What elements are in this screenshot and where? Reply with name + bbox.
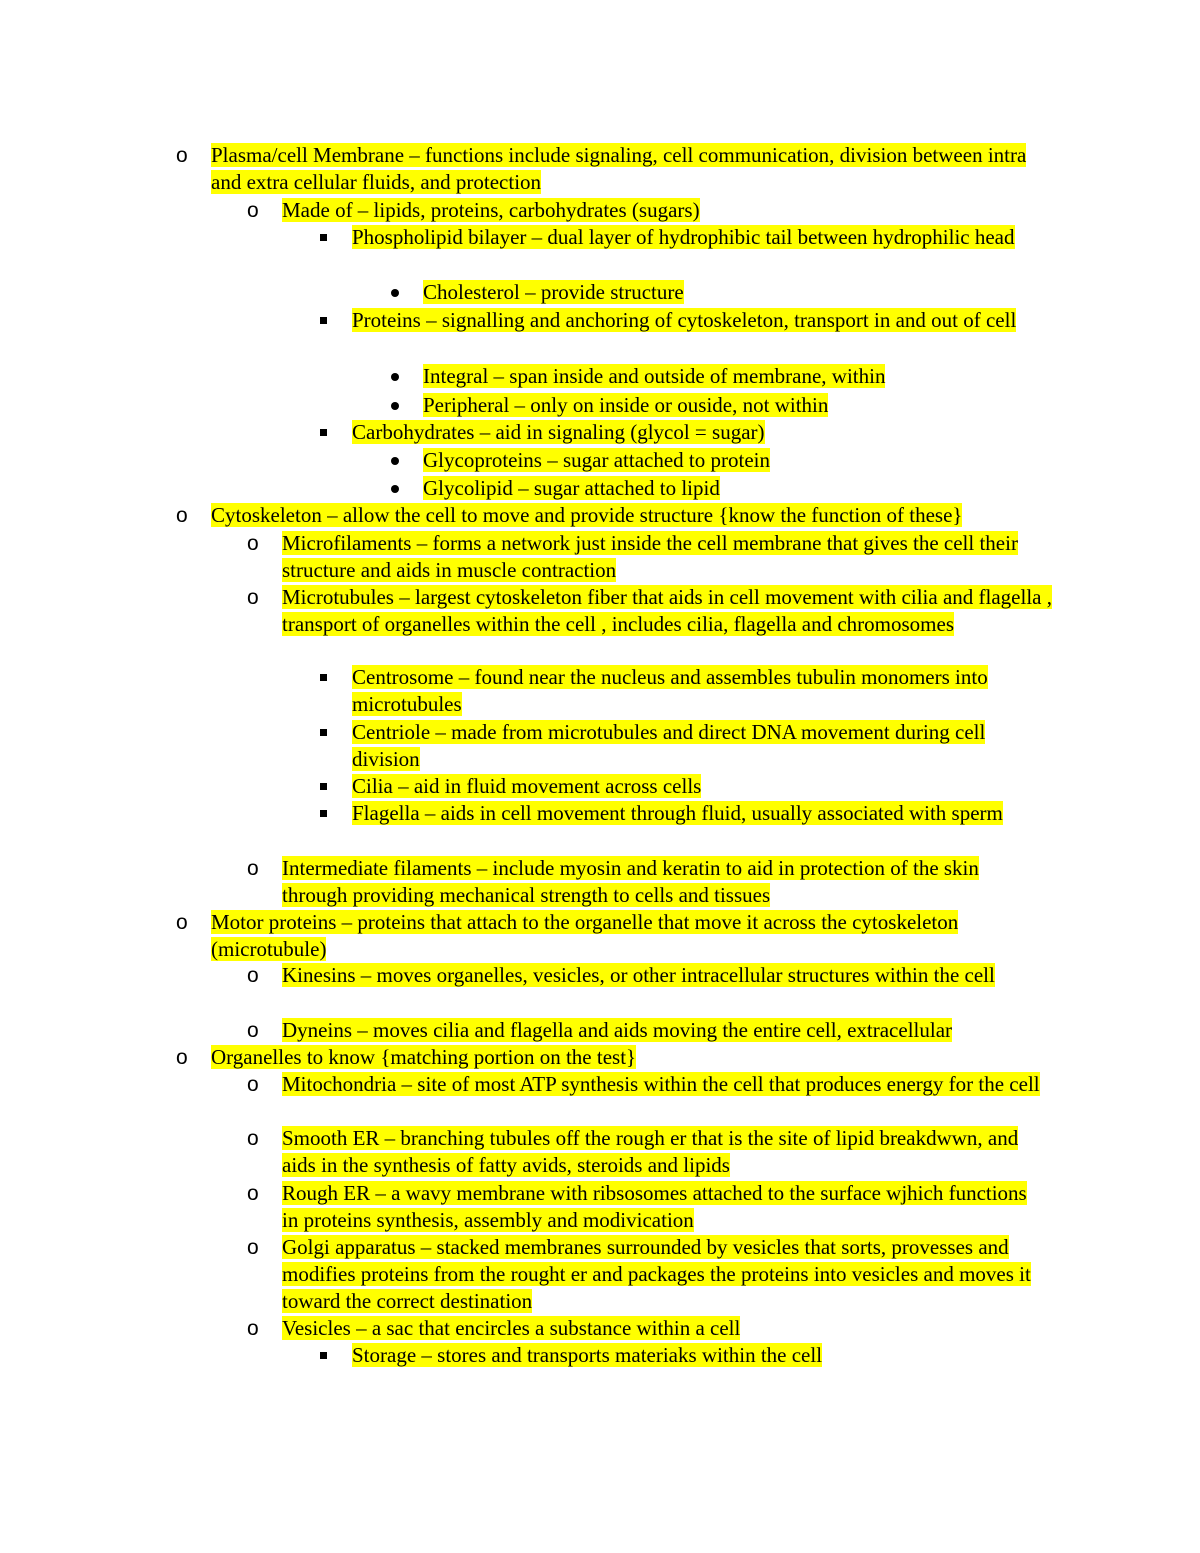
list-item bbox=[317, 1342, 1062, 1369]
hollow-circle-bullet-icon bbox=[247, 1071, 271, 1098]
square-bullet-icon bbox=[317, 719, 341, 746]
hollow-circle-bullet-icon bbox=[176, 1044, 200, 1071]
list-item bbox=[388, 475, 1063, 502]
list-item bbox=[247, 1315, 1062, 1342]
square-bullet-icon bbox=[317, 664, 341, 691]
list-item-text: Golgi apparatus – stacked membranes surrounded by vesicles that sorts, provesses and modifies proteins from the rought er and packages the proteins into vesicles and moves it toward the correct destination bbox=[282, 1235, 1031, 1313]
hollow-circle-bullet-icon bbox=[247, 855, 271, 882]
hollow-circle-bullet-icon bbox=[176, 502, 200, 529]
round-bullet-icon bbox=[388, 447, 412, 474]
list-item-text: Peripheral – only on inside or ouside, not within bbox=[423, 393, 829, 417]
list-item bbox=[317, 419, 1062, 446]
list-item bbox=[247, 1125, 1032, 1179]
list-item bbox=[317, 664, 1032, 718]
list-item-text: Smooth ER – branching tubules off the rough er that is the site of lipid breakdwwn, and aids in the synthesis of fatty avids, steroids and lipids bbox=[282, 1126, 1019, 1177]
list-item bbox=[317, 224, 1062, 251]
list-item-text: Phospholipid bilayer – dual layer of hydrophibic tail between hydrophilic head bbox=[352, 225, 1015, 249]
list-item bbox=[317, 773, 1032, 800]
list-item bbox=[317, 307, 1062, 334]
square-bullet-icon bbox=[317, 1342, 341, 1369]
list-item-text: Cilia – aid in fluid movement across cells bbox=[352, 774, 702, 798]
list-item bbox=[317, 800, 1032, 827]
square-bullet-icon bbox=[317, 307, 341, 334]
list-item-text: Centriole – made from microtubules and direct DNA movement during cell division bbox=[352, 720, 986, 771]
hollow-circle-bullet-icon bbox=[247, 1017, 271, 1044]
list-item-text: Microfilaments – forms a network just inside the cell membrane that gives the cell their structure and aids in muscle contraction bbox=[282, 531, 1018, 582]
list-item-text: Intermediate filaments – include myosin and keratin to aid in protection of the skin through providing mechanical strength to cells and tissues bbox=[282, 856, 979, 907]
list-item bbox=[247, 584, 1062, 638]
hollow-circle-bullet-icon bbox=[247, 1180, 271, 1207]
list-item bbox=[388, 392, 1063, 419]
list-item bbox=[247, 1071, 1072, 1098]
hollow-circle-bullet-icon bbox=[247, 584, 271, 611]
list-item bbox=[388, 279, 1063, 306]
list-item bbox=[176, 502, 1071, 529]
list-item-text: Plasma/cell Membrane – functions include signaling, cell communication, division between intra and extra cellular fluids, and protection bbox=[211, 143, 1027, 194]
list-item-text: Motor proteins – proteins that attach to the organelle that move it across the cytoskeleton (microtubule) bbox=[211, 910, 959, 961]
list-item-text: Centrosome – found near the nucleus and assembles tubulin monomers into microtubules bbox=[352, 665, 988, 716]
list-item-text: Made of – lipids, proteins, carbohydrates (sugars) bbox=[282, 198, 700, 222]
list-item bbox=[176, 142, 1051, 196]
list-item-text: Proteins – signalling and anchoring of cytoskeleton, transport in and out of cell bbox=[352, 308, 1017, 332]
list-item-text: Glycolipid – sugar attached to lipid bbox=[423, 476, 720, 500]
list-item bbox=[247, 1180, 1032, 1234]
list-item-text: Flagella – aids in cell movement through fluid, usually associated with sperm bbox=[352, 801, 1003, 825]
list-item bbox=[247, 1017, 1082, 1044]
list-item bbox=[176, 1044, 1071, 1071]
square-bullet-icon bbox=[317, 800, 341, 827]
round-bullet-icon bbox=[388, 392, 412, 419]
round-bullet-icon bbox=[388, 475, 412, 502]
list-item-text: Storage – stores and transports materiaks within the cell bbox=[352, 1343, 823, 1367]
list-item bbox=[176, 909, 1071, 963]
list-item bbox=[247, 197, 1062, 224]
list-item bbox=[388, 363, 1063, 390]
round-bullet-icon bbox=[388, 279, 412, 306]
list-item-text: Mitochondria – site of most ATP synthesis within the cell that produces energy for the cell bbox=[282, 1072, 1040, 1096]
hollow-circle-bullet-icon bbox=[247, 962, 271, 989]
list-item bbox=[247, 962, 1062, 989]
list-item bbox=[388, 447, 1063, 474]
list-item bbox=[247, 1234, 1072, 1315]
hollow-circle-bullet-icon bbox=[247, 530, 271, 557]
hollow-circle-bullet-icon bbox=[247, 1315, 271, 1342]
list-item-text: Cholesterol – provide structure bbox=[423, 280, 684, 304]
list-item-text: Organelles to know {matching portion on the test} bbox=[211, 1045, 637, 1069]
list-item-text: Dyneins – moves cilia and flagella and aids moving the entire cell, extracellular bbox=[282, 1018, 953, 1042]
hollow-circle-bullet-icon bbox=[247, 1234, 271, 1261]
hollow-circle-bullet-icon bbox=[176, 142, 200, 169]
list-item-text: Microtubules – largest cytoskeleton fiber that aids in cell movement with cilia and flagella , transport of organelles within the cell , includes cilia, flagella and chromosomes bbox=[282, 585, 1052, 636]
square-bullet-icon bbox=[317, 419, 341, 446]
hollow-circle-bullet-icon bbox=[247, 197, 271, 224]
list-item-text: Glycoproteins – sugar attached to protein bbox=[423, 448, 770, 472]
list-item-text: Rough ER – a wavy membrane with ribsosomes attached to the surface wjhich functions in proteins synthesis, assembly and modivication bbox=[282, 1181, 1027, 1232]
list-item-text: Integral – span inside and outside of membrane, within bbox=[423, 364, 886, 388]
square-bullet-icon bbox=[317, 224, 341, 251]
hollow-circle-bullet-icon bbox=[176, 909, 200, 936]
hollow-circle-bullet-icon bbox=[247, 1125, 271, 1152]
list-item bbox=[247, 855, 1032, 909]
round-bullet-icon bbox=[388, 363, 412, 390]
square-bullet-icon bbox=[317, 773, 341, 800]
list-item-text: Cytoskeleton – allow the cell to move and provide structure {know the function of these} bbox=[211, 503, 963, 527]
list-item-text: Vesicles – a sac that encircles a substance within a cell bbox=[282, 1316, 741, 1340]
list-item-text: Kinesins – moves organelles, vesicles, or other intracellular structures within the cell bbox=[282, 963, 995, 987]
list-item bbox=[317, 719, 1032, 773]
list-item bbox=[247, 530, 1062, 584]
list-item-text: Carbohydrates – aid in signaling (glycol = sugar) bbox=[352, 420, 765, 444]
